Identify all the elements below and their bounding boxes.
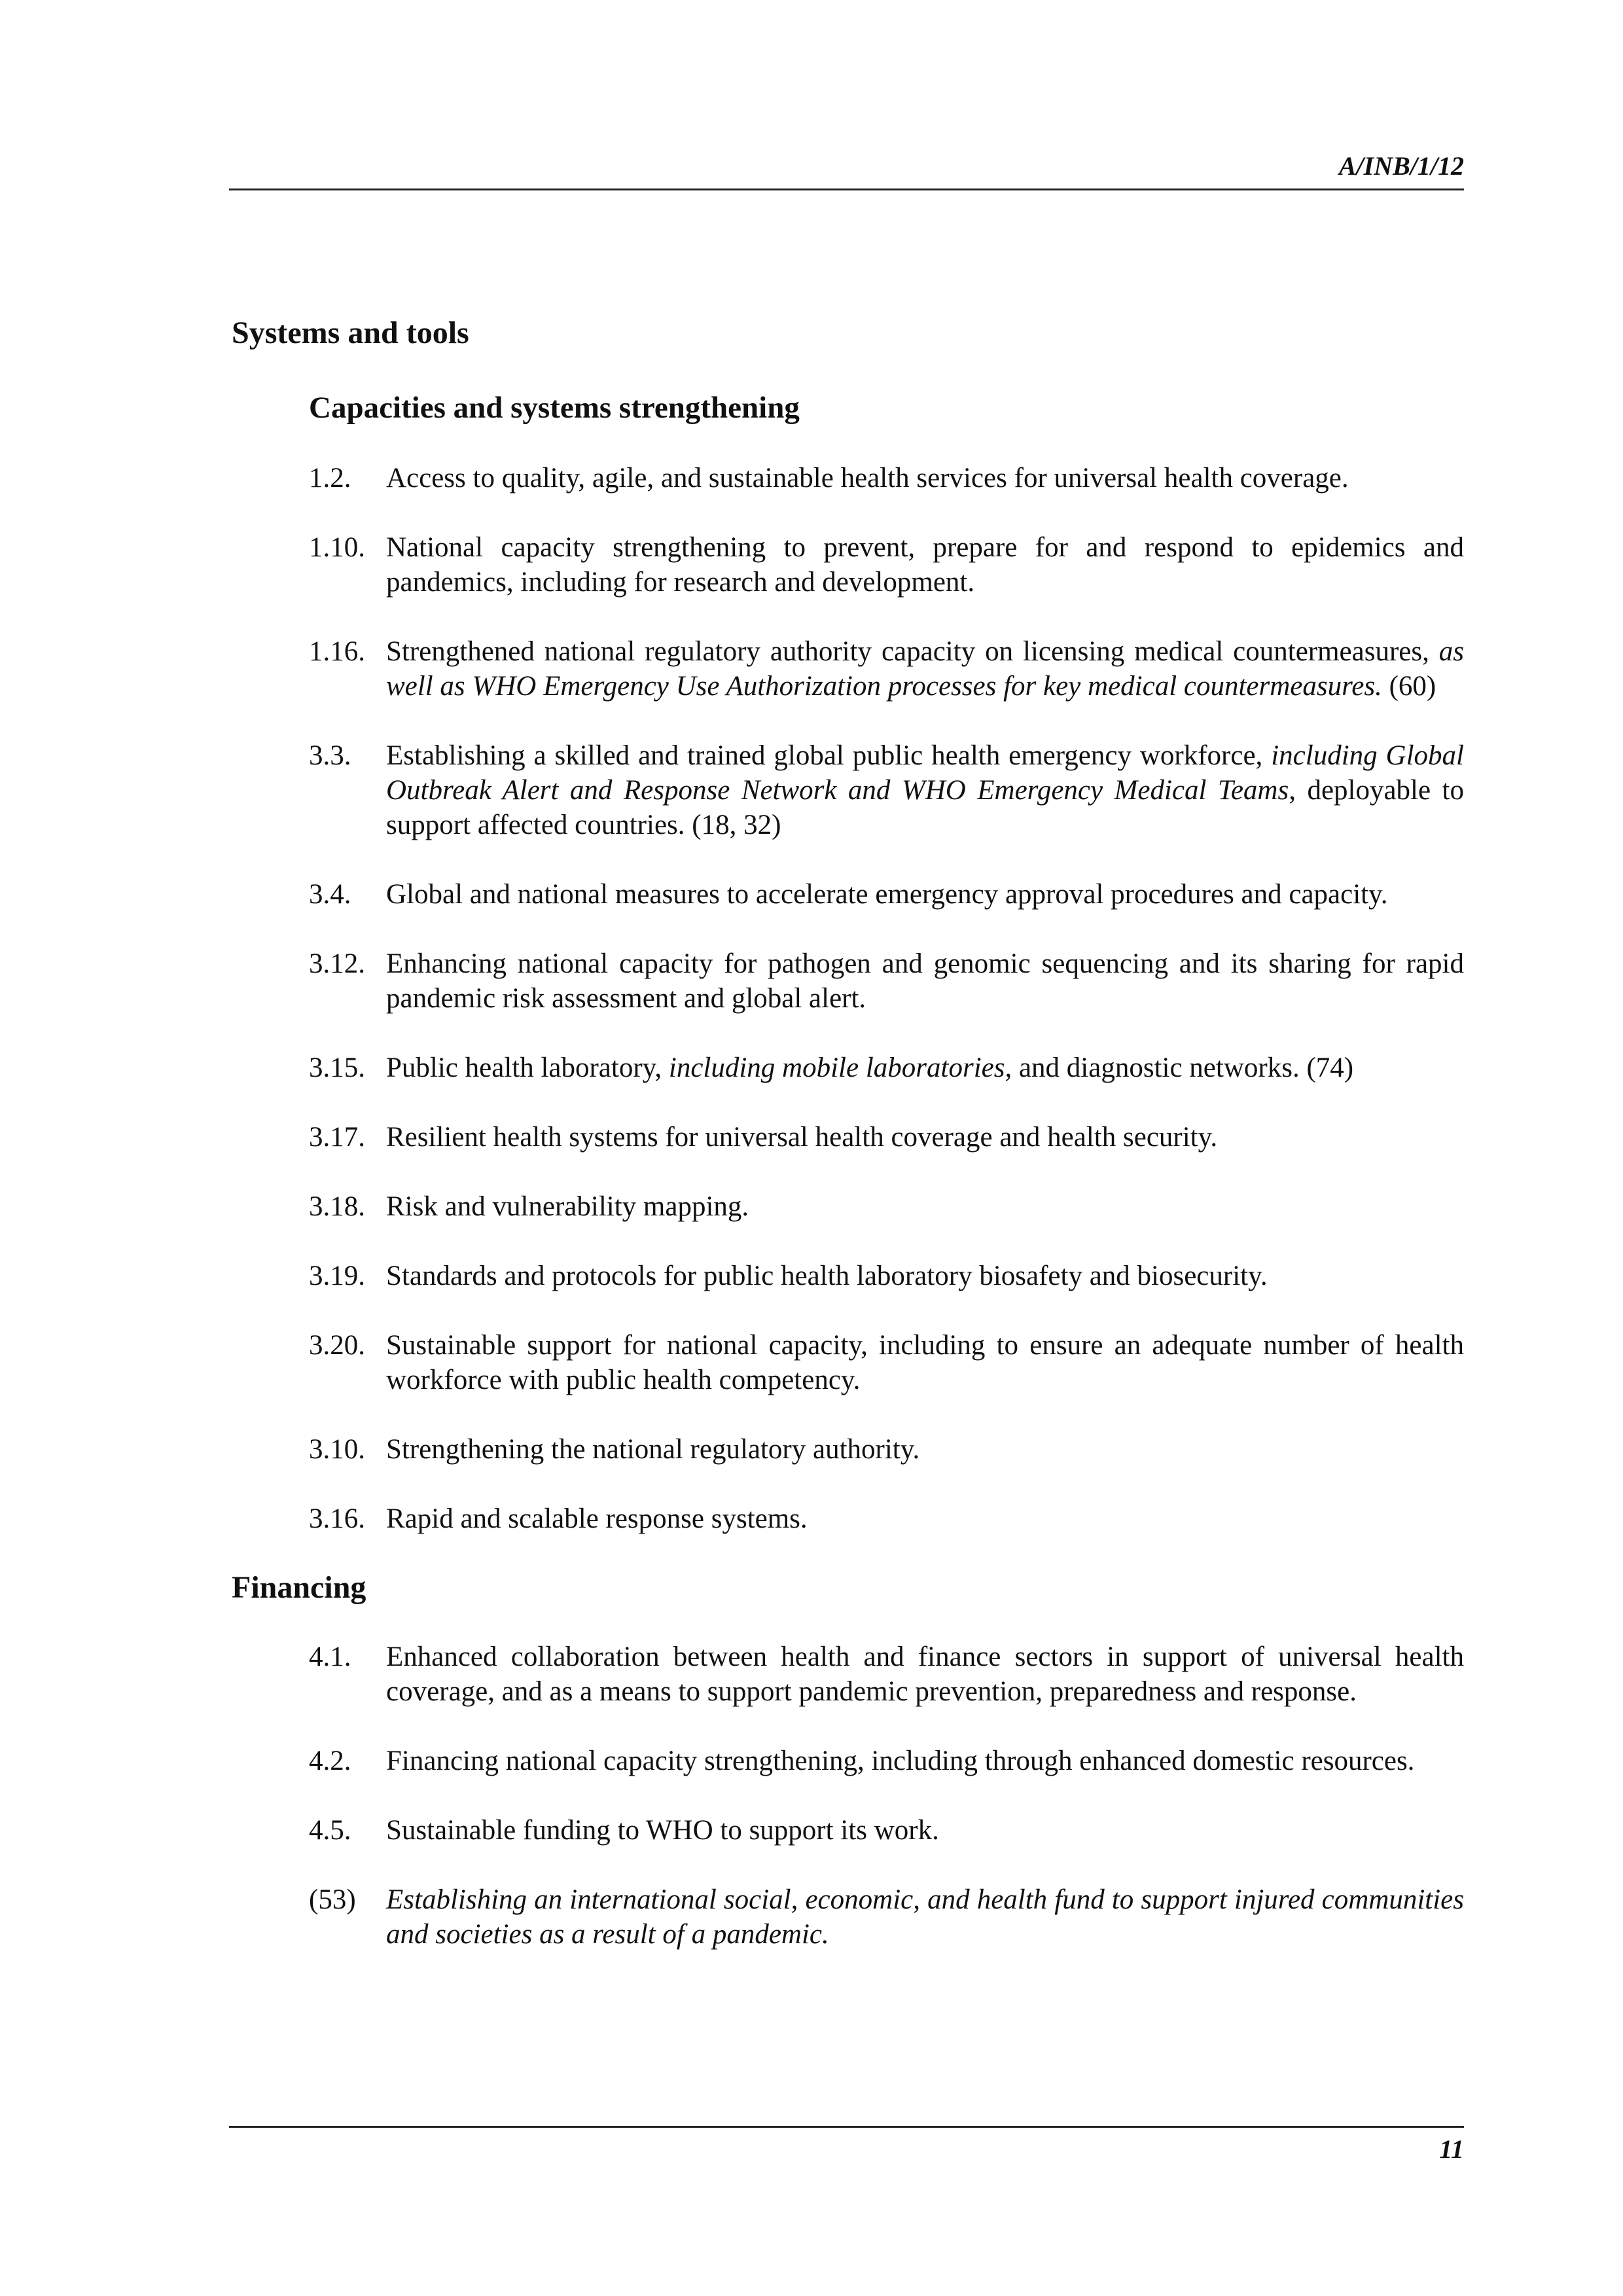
list-item: [309, 1259, 1464, 1293]
item-text: Sustainable funding to WHO to support its work.: [386, 1815, 939, 1846]
subsection-title-capacities: Capacities and systems strengthening: [309, 391, 800, 425]
item-text-italic: Establishing an international social, economic, and health fund to support injured communities and societies as a result of a pandemic.: [386, 1884, 1464, 1950]
footer-rule: [229, 2126, 1464, 2128]
list-item: [309, 1328, 1464, 1397]
item-text: Sustainable support for national capacity, including to ensure an adequate number of health workforce with public health competency.: [386, 1330, 1464, 1395]
item-number: 3.19.: [309, 1261, 365, 1291]
item-number: 3.17.: [309, 1122, 365, 1153]
item-text: National capacity strengthening to prevent, prepare for and respond to epidemics and pandemics, including for research and development.: [386, 532, 1464, 598]
item-text-regular: (60): [1382, 671, 1436, 702]
list-item: [309, 1813, 1464, 1848]
item-text: Strengthening the national regulatory authority.: [386, 1434, 920, 1465]
list-item: [309, 877, 1464, 912]
list-item: [309, 1050, 1464, 1085]
list-item: [309, 634, 1464, 704]
item-number: 4.2.: [309, 1746, 351, 1776]
item-text-italic: as well as WHO Emergency Use Authorization processes for key medical countermeasures.: [386, 636, 1464, 702]
financing-item-list: [309, 1640, 1464, 1952]
item-number: 3.15.: [309, 1052, 365, 1083]
main-content: [232, 313, 1464, 1952]
list-item: [309, 946, 1464, 1016]
item-text: Risk and vulnerability mapping.: [386, 1191, 749, 1222]
systems-item-list: [309, 461, 1464, 1536]
item-text-regular: , deployable to support affected countries. (18, 32): [386, 775, 1465, 840]
item-number: 3.3.: [309, 740, 351, 771]
header-rule: [229, 188, 1464, 190]
list-item: [309, 1501, 1464, 1536]
list-item: [309, 1432, 1464, 1467]
item-text: Standards and protocols for public health laboratory biosafety and biosecurity.: [386, 1261, 1268, 1291]
item-number: 3.12.: [309, 948, 365, 979]
item-text-regular: Public health laboratory,: [386, 1052, 669, 1083]
item-number: 4.1.: [309, 1641, 351, 1672]
item-number: 1.10.: [309, 532, 365, 563]
list-item: [309, 1640, 1464, 1709]
item-number: (53): [309, 1884, 356, 1915]
document-reference: A/INB/1/12: [1338, 151, 1464, 181]
item-number: 1.16.: [309, 636, 365, 667]
section-title-financing: Financing: [232, 1570, 366, 1605]
item-number: 3.16.: [309, 1503, 365, 1534]
list-item: [309, 530, 1464, 600]
item-text: Financing national capacity strengthening, including through enhanced domestic resources.: [386, 1746, 1415, 1776]
item-text: Enhancing national capacity for pathogen and genomic sequencing and its sharing for rapid pandemic risk assessment and global alert.: [386, 948, 1464, 1014]
item-number: 3.10.: [309, 1434, 365, 1465]
list-item: [309, 1189, 1464, 1224]
item-number: 4.5.: [309, 1815, 351, 1846]
item-text: Enhanced collaboration between health and finance sectors in support of universal health coverage, and as a means to support pandemic prevention, preparedness and response.: [386, 1641, 1464, 1707]
item-number: 3.18.: [309, 1191, 365, 1222]
list-item: [309, 1882, 1464, 1952]
item-number: 3.20.: [309, 1330, 365, 1361]
item-text-regular: Establishing a skilled and trained global public health emergency workforce,: [386, 740, 1272, 771]
item-text: [386, 738, 1464, 842]
page-number: 11: [1439, 2134, 1464, 2164]
list-item: [309, 738, 1464, 842]
item-text: [386, 634, 1464, 704]
item-text-italic: including Global Outbreak Alert and Response Network and WHO Emergency Medical Teams: [386, 740, 1465, 806]
item-text-regular: and diagnostic networks. (74): [1012, 1052, 1354, 1083]
list-item: [309, 1120, 1464, 1155]
item-number: 3.4.: [309, 879, 351, 910]
item-text: Access to quality, agile, and sustainable health services for universal health coverage.: [386, 463, 1349, 493]
item-text-italic: including mobile laboratories,: [668, 1052, 1012, 1083]
item-text: [386, 1050, 1464, 1085]
section-title-systems: Systems and tools: [232, 315, 469, 350]
item-text: Rapid and scalable response systems.: [386, 1503, 808, 1534]
item-text-regular: Strengthened national regulatory authority capacity on licensing medical countermeasures,: [386, 636, 1439, 667]
list-item: [309, 461, 1464, 495]
item-text: Global and national measures to accelerate emergency approval procedures and capacity.: [386, 879, 1388, 910]
list-item: [309, 1744, 1464, 1778]
item-number: 1.2.: [309, 463, 351, 493]
item-text: Resilient health systems for universal health coverage and health security.: [386, 1122, 1218, 1153]
